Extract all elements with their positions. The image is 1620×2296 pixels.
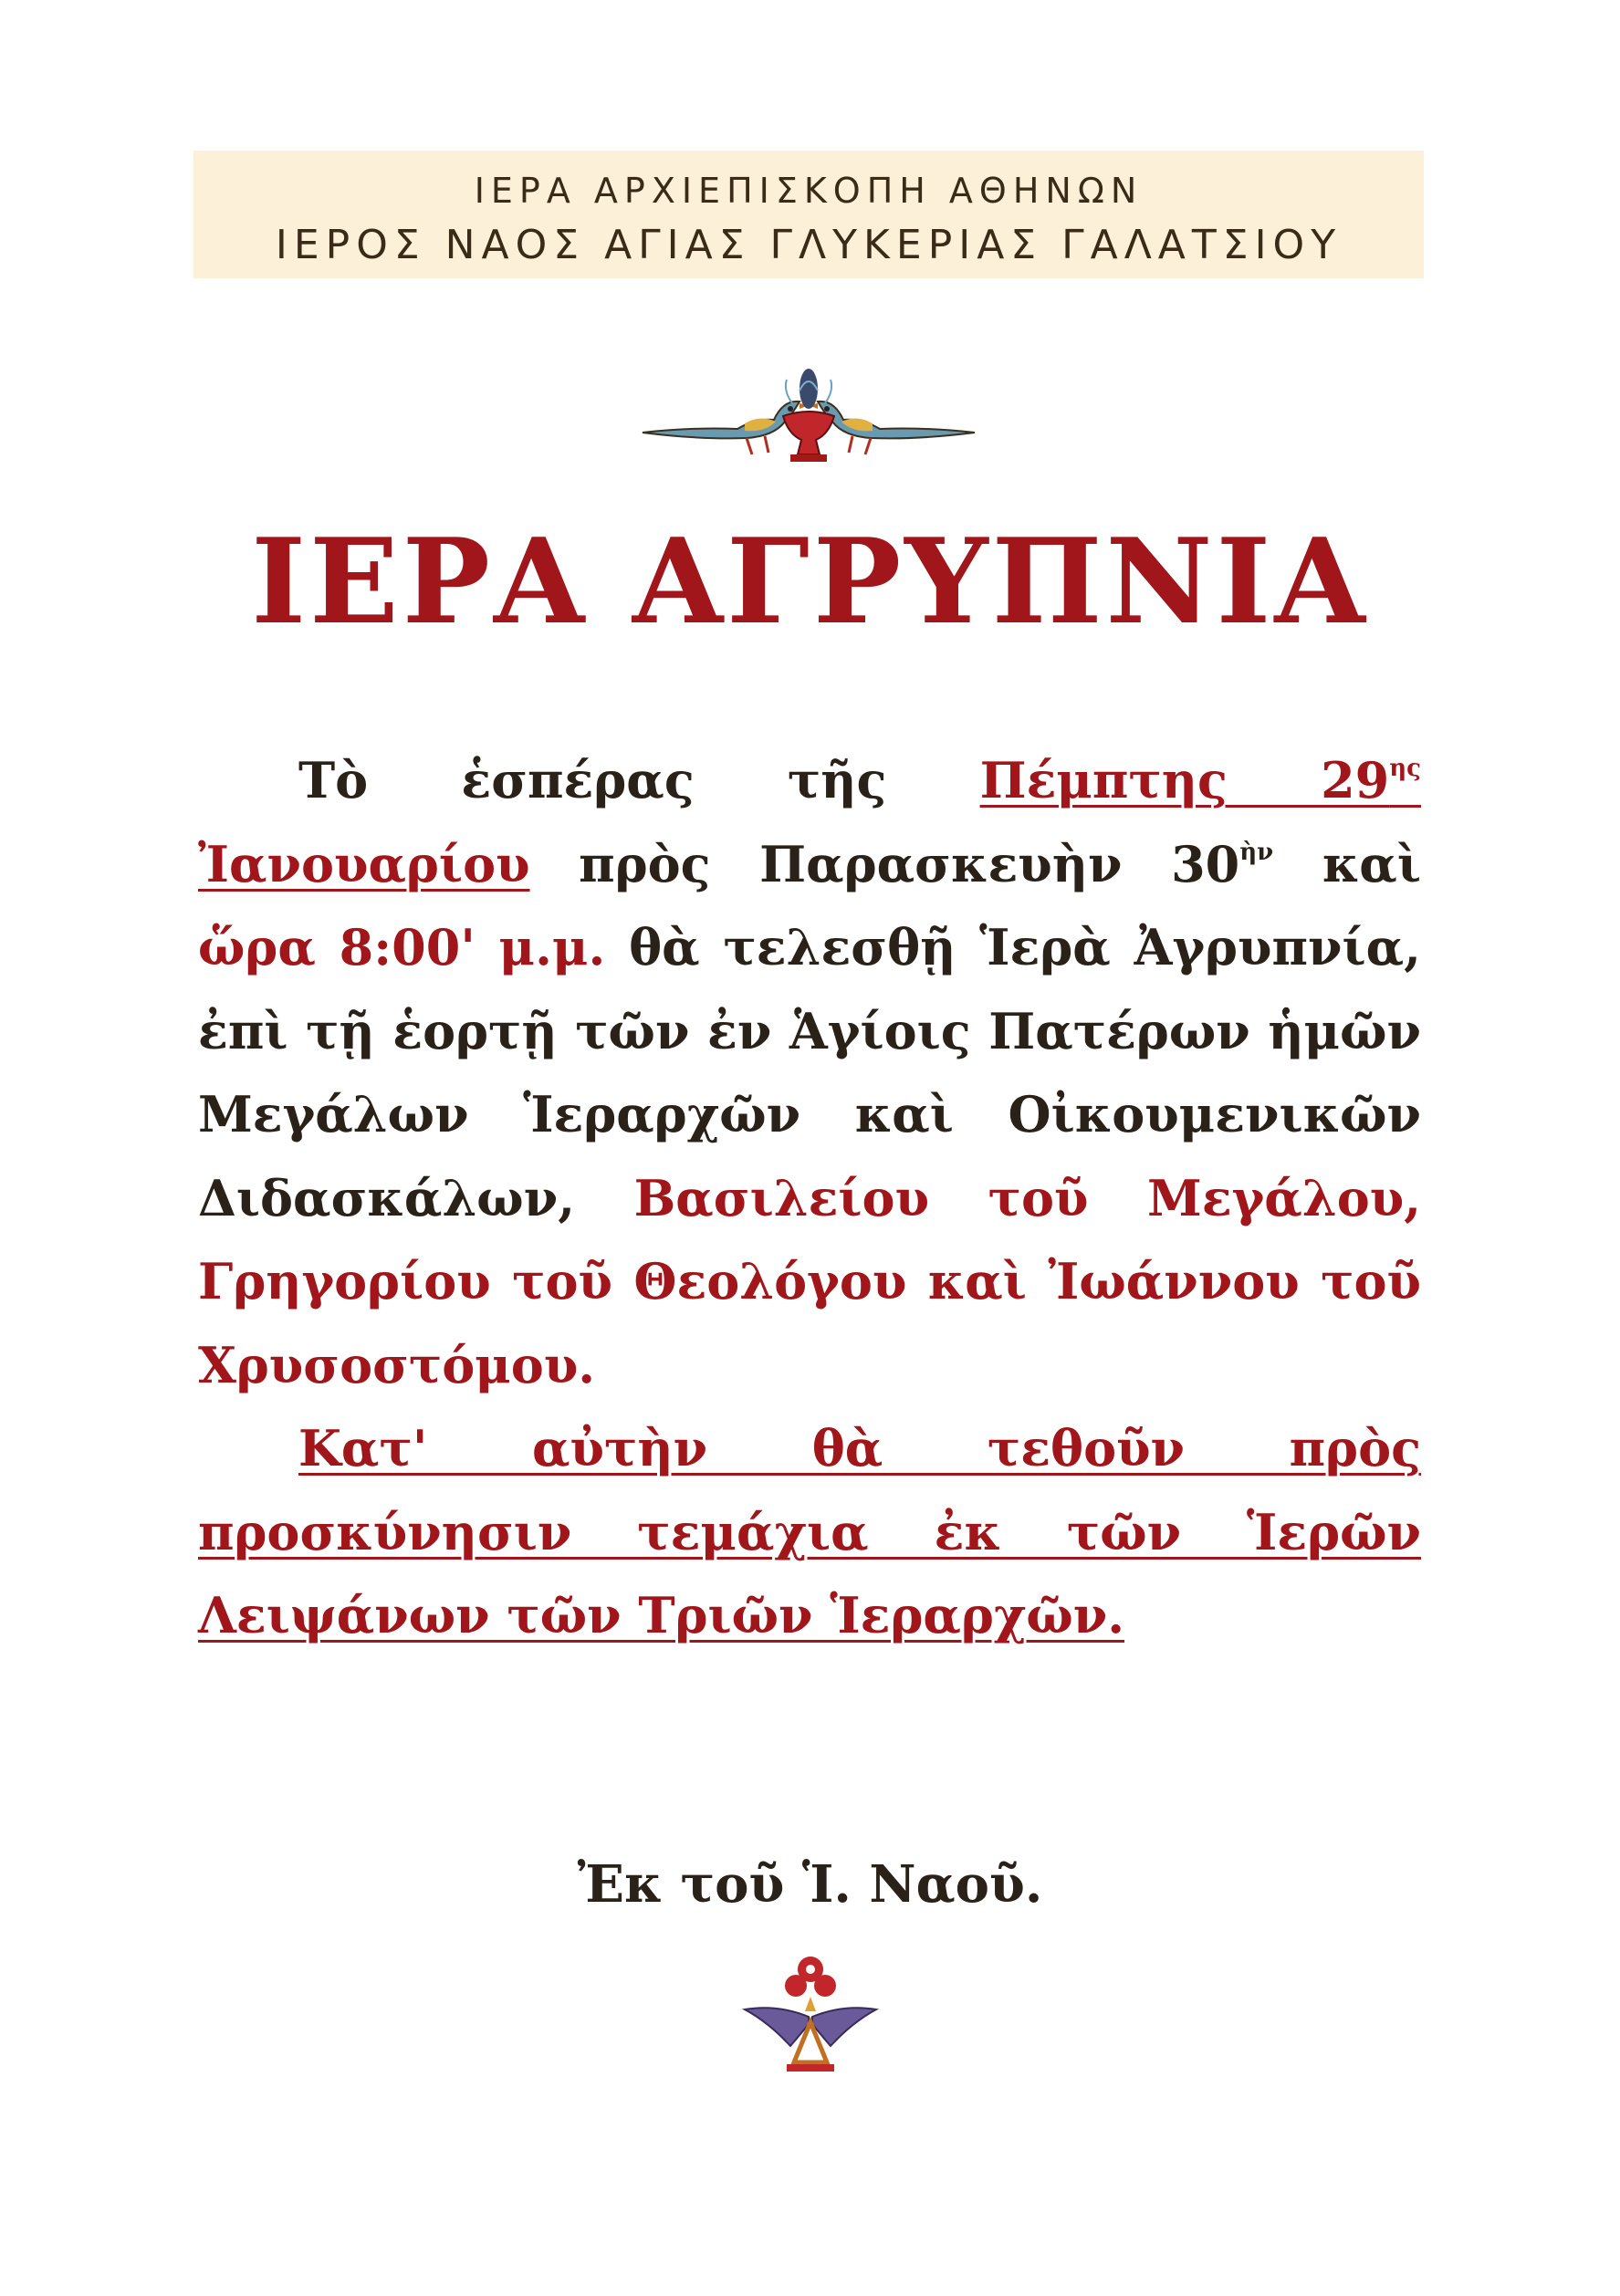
- next-day-text: πρὸς Παρασκευὴν 30: [529, 834, 1240, 893]
- archdiocese-line: ΙΕΡΑ ΑΡΧΙΕΠΙΣΚΟΠΗ ΑΘΗΝΩΝ: [474, 171, 1144, 211]
- fleuron-ornament-icon: [741, 1946, 880, 2084]
- time-text: ὥρα 8:00' μ.μ.: [198, 918, 606, 976]
- intro-text: Τὸ ἑσπέρας τῆς: [298, 751, 980, 809]
- date-month: Ἰανουαρίου: [198, 834, 530, 893]
- page-title: ΙΕΡΑ ΑΓΡΥΠΝΙΑ: [251, 514, 1369, 651]
- header-banner: [193, 151, 1424, 278]
- saints-text: Βασιλείου τοῦ Μεγάλου, Γρηγορίου τοῦ Θεολόγου καὶ Ἰωάννου τοῦ Χρυσοστόμου.: [198, 1168, 1421, 1394]
- signature: Ἐκ τοῦ Ἱ. Ναοῦ.: [577, 1854, 1043, 1915]
- conjunction-text: καὶ: [1273, 834, 1421, 893]
- church-name-line: ΙΕΡΟΣ ΝΑΟΣ ΑΓΙΑΣ ΓΛΥΚΕΡΙΑΣ ΓΑΛΑΤΣΙΟΥ: [275, 222, 1343, 268]
- announcement-body: [198, 739, 1421, 1658]
- relics-paragraph: [198, 1407, 1421, 1658]
- date-suffix: ης: [1389, 755, 1421, 782]
- announcement-paragraph: [198, 739, 1421, 1407]
- feast-text: θὰ τελεσθῇ Ἱερὰ Ἀγρυπνία, ἐπὶ τῇ ἑορτῇ τῶν ἐν Ἁγίοις Πατέρων ἡμῶν Μεγάλων Ἱεραρχῶν καὶ Οἰκουμενικῶν Διδασκάλων,: [198, 918, 1421, 1227]
- relics-text: Κατ' αὐτὴν θὰ τεθοῦν πρὸς προσκύνησιν τεμάχια ἐκ τῶν Ἱερῶν Λειψάνων τῶν Τριῶν Ἱεραρχῶν.: [198, 1419, 1421, 1644]
- birds-and-vase-ornament-icon: [637, 363, 980, 465]
- date-day: Πέμπτης 29: [979, 751, 1390, 809]
- next-day-suffix: ὴν: [1239, 838, 1274, 866]
